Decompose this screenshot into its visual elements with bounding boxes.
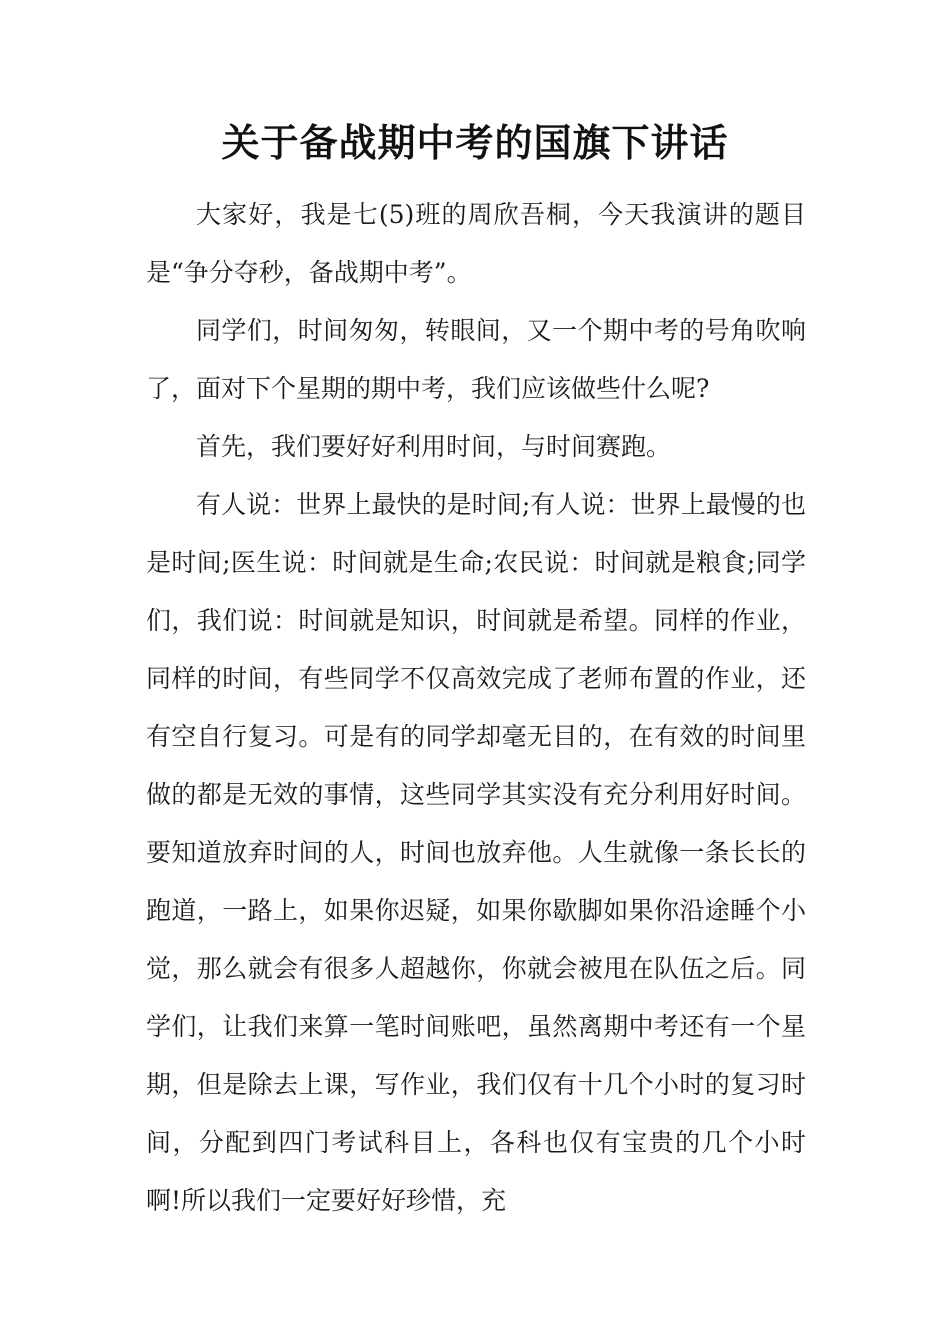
document-title: 关于备战期中考的国旗下讲话 (221, 120, 729, 165)
paragraph-question: 同学们，时间匆匆，转眼间，又一个期中考的号角吹响了，面对下个星期的期中考，我们应该做些什么呢? (146, 316, 806, 403)
paragraph-greeting: 大家好，我是七(5)班的周欣吾桐，今天我演讲的题目是“争分夺秒，备战期中考”。 (146, 200, 806, 287)
document-body (146, 186, 806, 1230)
paragraph-time: 有人说：世界上最快的是时间;有人说：世界上最慢的也是时间;医生说：时间就是生命;农民说：时间就是粮食;同学们，我们说：时间就是知识，时间就是希望。同样的作业，同样的时间，有些同学不仅高效完成了老师布置的作业，还有空自行复习。可是有的同学却毫无目的，在有效的时间里做的都是无效的事情，这些同学其实没有充分利用好时间。要知道放弃时间的人，时间也放弃他。人生就像一条长长的跑道，一路上，如果你迟疑，如果你歇脚如果你沿途睡个小觉，那么就会有很多人超越你，你就会被甩在队伍之后。同学们，让我们来算一笔时间账吧，虽然离期中考还有一个星期，但是除去上课，写作业，我们仅有十几个小时的复习时间，分配到四门考试科目上，各科也仅有宝贵的几个小时啊!所以我们一定要好好珍惜，充 (146, 490, 806, 1215)
paragraph-first-point: 首先，我们要好好利用时间，与时间赛跑。 (196, 432, 672, 461)
